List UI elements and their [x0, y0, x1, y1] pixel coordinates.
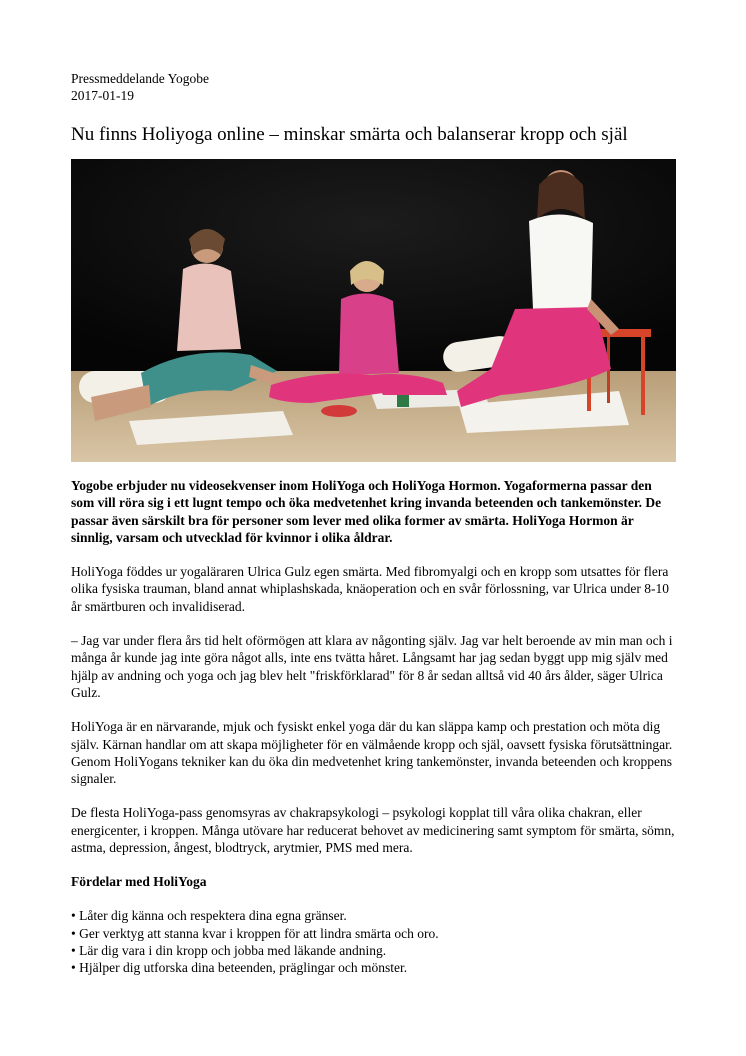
body-paragraph: De flesta HoliYoga-pass genomsyras av chakrapsykologi – psykologi kopplat till våra olika chakran, eller energicenter, i kroppen. Många utövare har reducerat behovet av medicinering samt symptom för smärta, sömn, astma, depression, ångest, blodtryck, arytmier, PMS med mera. — [71, 805, 675, 856]
list-item: • Låter dig känna och respektera dina egna gränser. — [71, 907, 677, 924]
lead-paragraph: Yogobe erbjuder nu videosekvenser inom HoliYoga och HoliYoga Hormon. Yogaformerna passar den som vill röra sig i ett lugnt tempo och öka medvetenhet kring invanda beteenden och tankemönster. De passar även särskilt bra för personer som lever med olika former av smärta. HoliYoga Hormon är sinnlig, varsam och utvecklad för kvinnor i olika åldrar. — [71, 478, 662, 545]
quote-paragraph: – Jag var under flera års tid helt oförmögen att klara av någonting själv. Jag var helt beroende av min man och i många år kunde jag inte göra något alls, inte ens tvätta håret. Långsamt har jag sedan byggt upp mig själv med hjälp av andning och yoga och jag blev helt "friskförklarad" för 8 år sedan alltså vid 40 års ålder, säger Ulrica Gulz. — [71, 633, 673, 700]
yoga-photo — [71, 159, 676, 462]
benefits-heading: Fördelar med HoliYoga — [71, 874, 207, 890]
body-paragraph: HoliYoga är en närvarande, mjuk och fysiskt enkel yoga där du kan släppa kamp och prestation och möta dig själv. Kärnan handlar om att skapa möjligheter för en välmående kropp och själ, oavsett fysiska förutsättningar. Genom HoliYogans tekniker kan du öka din medvetenhet kring tankemönster, invanda beteenden och kroppens signaler. — [71, 719, 673, 787]
list-item: • Ger verktyg att stanna kvar i kroppen för att lindra smärta och oro. — [71, 925, 677, 942]
press-release-page — [71, 70, 677, 977]
page-title: Nu finns Holiyoga online – minskar smärta och balanserar kropp och själ — [71, 124, 628, 145]
list-item: • Hjälper dig utforska dina beteenden, präglingar och mönster. — [71, 959, 677, 976]
release-date: 2017-01-19 — [71, 88, 134, 103]
release-meta — [71, 70, 677, 104]
benefits-list — [71, 907, 677, 976]
body-paragraph: HoliYoga föddes ur yogaläraren Ulrica Gulz egen smärta. Med fibromyalgi och en kropp som utsattes för flera olika fysiska trauman, bland annat whiplashskada, knäoperation och en svår förlossning, var Ulrica under 8-10 år smärtburen och invalidiserad. — [71, 564, 669, 614]
release-label: Pressmeddelande Yogobe — [71, 71, 209, 86]
list-item: • Lär dig vara i din kropp och jobba med läkande andning. — [71, 942, 677, 959]
